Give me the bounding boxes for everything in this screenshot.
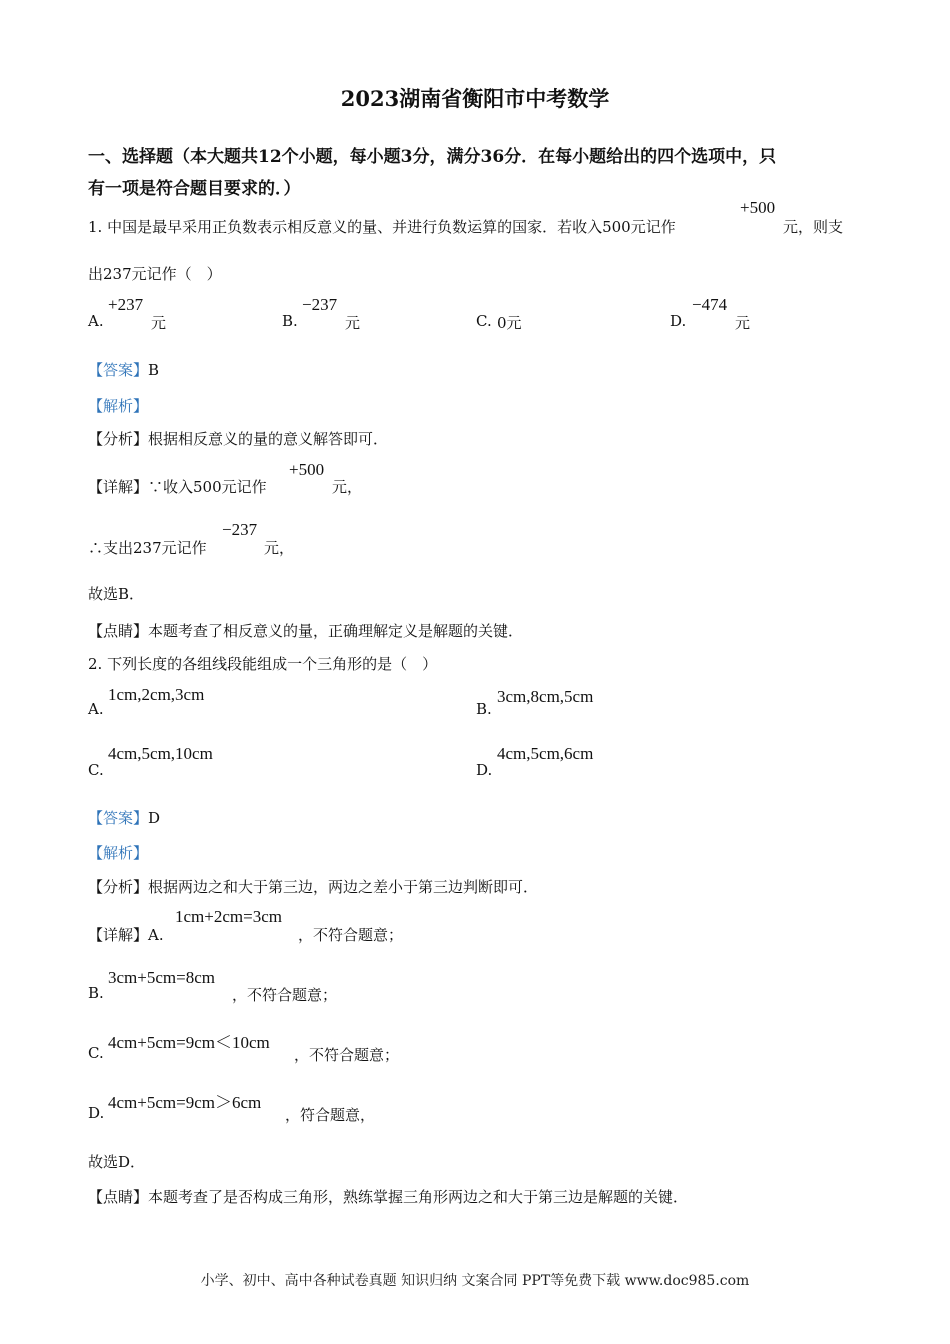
q2-option-a-math: 1cm,2cm,3cm bbox=[108, 685, 205, 704]
answer-value: B bbox=[148, 361, 160, 379]
q1-dianjing: 【点睛】本题考查了相反意义的量，正确理解定义是解题的关键． bbox=[88, 622, 524, 640]
q1-option-b-math: −237 bbox=[302, 295, 338, 314]
q2-choose: 故选D． bbox=[88, 1153, 146, 1171]
q2-detail-b-math: 3cm+5cm=8cm bbox=[108, 968, 215, 987]
q2-detail-prefix: 【详解】A. bbox=[88, 926, 164, 944]
q1-detail2-part2: 元， bbox=[264, 539, 295, 557]
q2-detail-d-label: D. bbox=[88, 1104, 105, 1122]
q2-option-b-math: 3cm,8cm,5cm bbox=[497, 687, 594, 706]
q2-detail-c-label: C. bbox=[88, 1044, 104, 1062]
q2-answer bbox=[88, 807, 160, 828]
q1-option-b-unit: 元 bbox=[345, 314, 361, 332]
q2-option-d-label: D. bbox=[476, 761, 493, 779]
answer-value: D bbox=[148, 809, 161, 827]
q1-option-b-label: B. bbox=[282, 312, 298, 330]
q1-answer bbox=[88, 359, 159, 380]
q2-option-d-math: 4cm,5cm,6cm bbox=[497, 744, 594, 763]
q2-detail-d-math: 4cm+5cm=9cm＞6cm bbox=[108, 1093, 262, 1112]
q2-detail-c-tail: ，不符合题意； bbox=[294, 1046, 400, 1064]
q1-analysis-tag: 【解析】 bbox=[88, 397, 149, 415]
q2-detail-a-math: 1cm+2cm=3cm bbox=[175, 907, 282, 926]
section-heading-line1: 一、选择题（本大题共12个小题，每小题3分，满分36分．在每小题给出的四个选项中，只 bbox=[88, 147, 777, 167]
q1-detail-math: +500 bbox=[289, 460, 325, 479]
q1-option-d-unit: 元 bbox=[735, 314, 751, 332]
q2-detail-c-math: 4cm+5cm=9cm＜10cm bbox=[108, 1033, 270, 1052]
q1-stem-part1: 1. 中国是最早采用正负数表示相反意义的量、并进行负数运算的国家．若收入500元记作 bbox=[88, 218, 676, 236]
q1-option-a-label: A. bbox=[88, 312, 104, 330]
q2-detail-d-tail: ，符合题意， bbox=[285, 1106, 376, 1124]
q1-detail-part2: 元， bbox=[332, 478, 363, 496]
q2-option-c-label: C. bbox=[88, 761, 104, 779]
q1-option-a-math: +237 bbox=[108, 295, 144, 314]
q1-detail2-math: −237 bbox=[222, 520, 258, 539]
q1-detail2-part1: ∴支出237元记作 bbox=[88, 539, 207, 557]
q1-stem-math: +500 bbox=[740, 198, 776, 217]
q1-choose: 故选B． bbox=[88, 585, 145, 603]
page-title: 2023湖南省衡阳市中考数学 bbox=[340, 86, 610, 111]
q1-option-d-math: −474 bbox=[692, 295, 728, 314]
q1-option-c-unit: 0元 bbox=[497, 314, 522, 332]
q1-option-a-unit: 元 bbox=[151, 314, 167, 332]
q1-stem-part3: 出237元记作（ ） bbox=[88, 265, 222, 283]
q1-stem-part2: 元，则支 bbox=[783, 218, 844, 236]
q2-dianjing: 【点睛】本题考查了是否构成三角形，熟练掌握三角形两边之和大于第三边是解题的关键． bbox=[88, 1188, 689, 1206]
q2-analysis-tag: 【解析】 bbox=[88, 844, 149, 862]
page-footer: 小学、初中、高中各种试卷真题 知识归纳 文案合同 PPT等免费下载 www.doc985.com bbox=[200, 1273, 750, 1289]
q2-detail-b-label: B. bbox=[88, 984, 104, 1002]
q2-fenxi: 【分析】根据两边之和大于第三边，两边之差小于第三边判断即可． bbox=[88, 878, 539, 896]
q2-option-a-label: A. bbox=[88, 700, 104, 718]
q1-fenxi: 【分析】根据相反意义的量的意义解答即可． bbox=[88, 430, 389, 448]
q2-stem: 2. 下列长度的各组线段能组成一个三角形的是（ ） bbox=[88, 655, 438, 673]
answer-tag: 【答案】 bbox=[88, 809, 149, 827]
section-heading-line2: 有一项是符合题目要求的．） bbox=[88, 179, 301, 199]
q2-detail-a-tail: ，不符合题意； bbox=[298, 926, 404, 944]
q1-option-c-label: C. bbox=[476, 312, 492, 330]
answer-tag: 【答案】 bbox=[88, 361, 149, 379]
q1-option-d-label: D. bbox=[670, 312, 687, 330]
q2-option-b-label: B. bbox=[476, 700, 492, 718]
q2-option-c-math: 4cm,5cm,10cm bbox=[108, 744, 213, 763]
q1-detail-part1: 【详解】∵收入500元记作 bbox=[88, 478, 267, 496]
q2-detail-b-tail: ，不符合题意； bbox=[232, 986, 338, 1004]
